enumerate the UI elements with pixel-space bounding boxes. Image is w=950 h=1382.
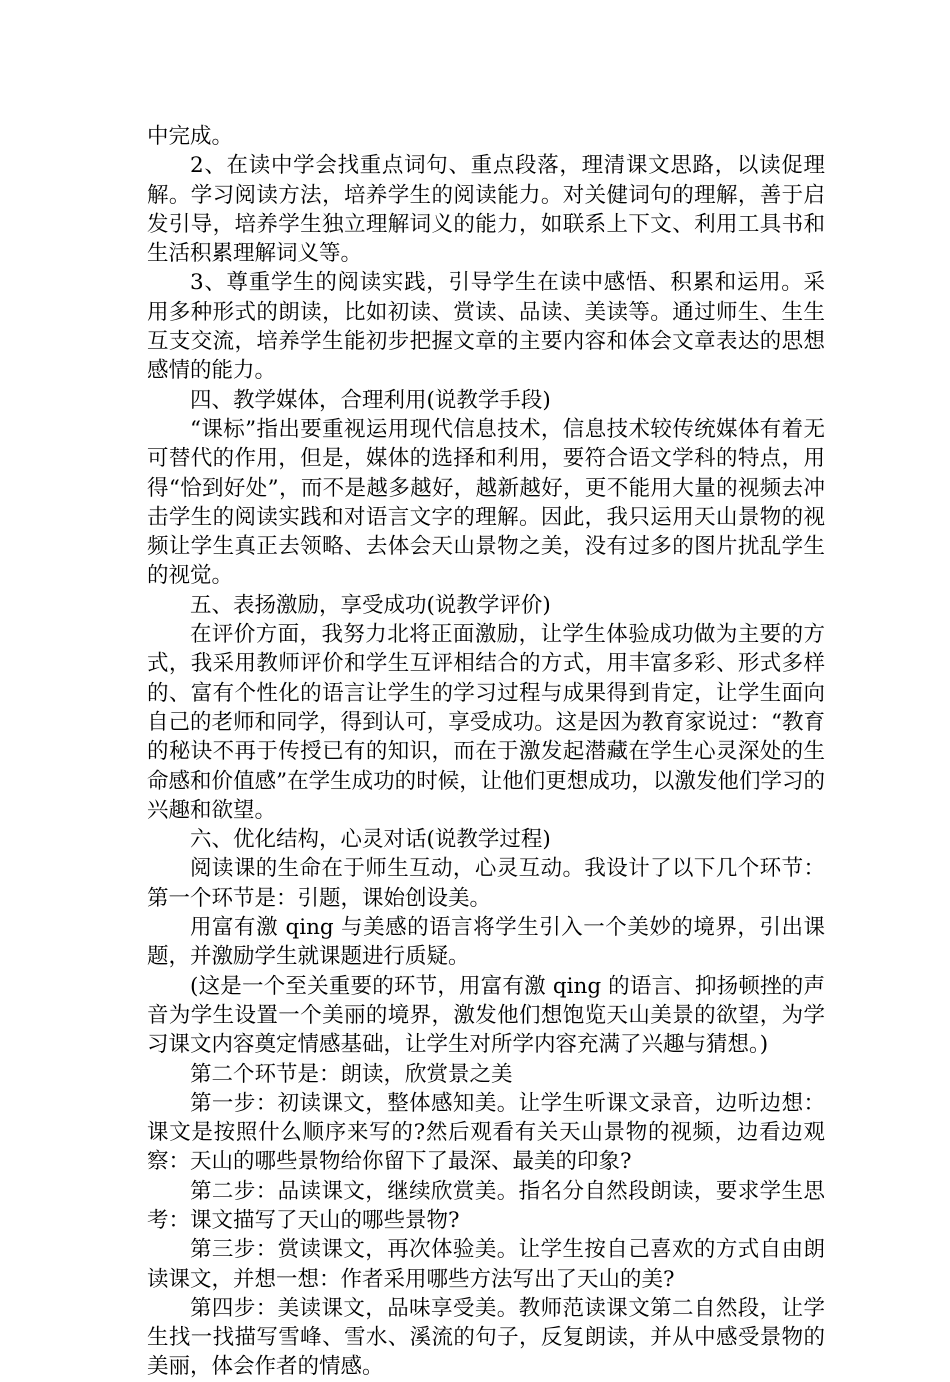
paragraph: 2、在读中学会找重点词句、重点段落，理清课文思路，以读促理解。学习阅读方法，培养学生的阅读能力。对关健词句的理解，善于启发引导，培养学生独立理解词义的能力，如联系上下文、利用工具书和生活积累理解词义等。: [147, 153, 825, 267]
paragraph: 第三步：赏读课文，再次体验美。让学生按自己喜欢的方式自由朗读课文，并想一想：作者采用哪些方法写出了天山的美?: [147, 1237, 825, 1292]
paragraph: 第二步：品读课文，继续欣赏美。指名分自然段朗读，要求学生思考：课文描写了天山的哪些景物?: [147, 1178, 825, 1233]
paragraph: 用富有激 qing 与美感的语言将学生引入一个美妙的境界，引出课题，并激励学生就课题进行质疑。: [147, 915, 825, 970]
paragraph: 中完成。: [147, 124, 234, 149]
paragraph: 在评价方面，我努力北将正面激励，让学生体验成功做为主要的方式，我采用教师评价和学生互评相结合的方式，用丰富多彩、形式多样的、富有个性化的语言让学生的学习过程与成果得到肯定，让学生面向自己的老师和同学，得到认可，享受成功。这是因为教育家说过：“教育的秘诀不再于传授已有的知识，而在于激发起潜藏在学生心灵深处的生命感和价值感”在学生成功的时候，让他们更想成功，以激发他们学习的兴趣和欲望。: [147, 622, 825, 823]
paragraph: 3、尊重学生的阅读实践，引导学生在读中感悟、积累和运用。采用多种形式的朗读，比如初读、赏读、品读、美读等。通过师生、生生互支交流，培养学生能初步把握文章的主要内容和体会文章表达的思想感情的能力。: [147, 270, 825, 384]
section-heading: 四、教学媒体，合理利用(说教学手段): [190, 387, 551, 413]
section-heading: 六、优化结构，心灵对话(说教学过程): [190, 827, 551, 853]
document-body: [147, 122, 825, 1382]
section-heading: 五、表扬激励，享受成功(说教学评价): [190, 592, 551, 618]
paragraph: 第四步：美读课文，品味享受美。教师范读课文第二自然段，让学生找一找描写雪峰、雪水、溪流的句子，反复朗读，并从中感受景物的美丽，体会作者的情感。: [147, 1295, 825, 1380]
paragraph: 第二个环节是：朗读，欣赏景之美: [190, 1061, 513, 1087]
paragraph: (这是一个至关重要的环节，用富有激 qing 的语言、抑扬顿挫的声音为学生设置一个美丽的境界，激发他们想饱览天山美景的欲望，为学习课文内容奠定情感基础，让学生对所学内容充满了兴趣与猜想。): [147, 973, 825, 1058]
paragraph: 第一步：初读课文，整体感知美。让学生听课文录音，边听边想：课文是按照什么顺序来写的?然后观看有关天山景物的视频，边看边观察：天山的哪些景物给你留下了最深、最美的印象?: [147, 1090, 825, 1175]
paragraph: 阅读课的生命在于师生互动，心灵互动。我设计了以下几个环节：第一个环节是：引题，课始创设美。: [147, 856, 825, 911]
paragraph: “课标”指出要重视运用现代信息技术，信息技术较传统媒体有着无可替代的作用，但是，媒体的选择和利用，要符合语文学科的特点，用得“恰到好处”，而不是越多越好，越新越好，更不能用大量的视频去冲击学生的阅读实践和对语言文字的理解。因此，我只运用天山景物的视频让学生真正去领略、去体会天山景物之美，没有过多的图片扰乱学生的视觉。: [147, 416, 825, 589]
